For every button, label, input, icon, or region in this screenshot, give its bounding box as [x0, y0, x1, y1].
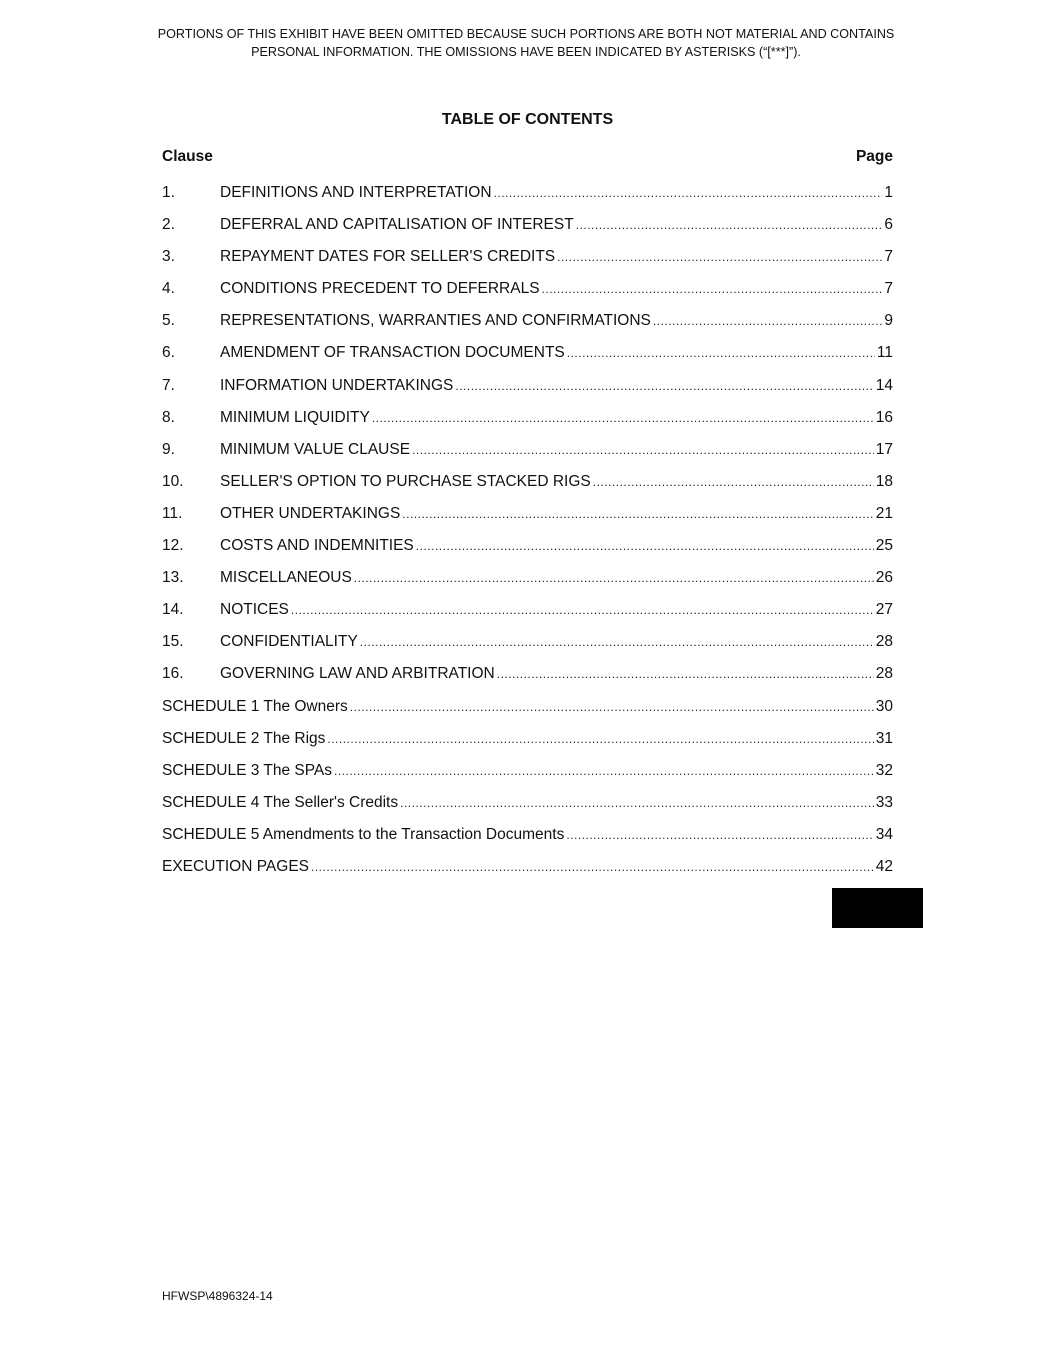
toc-entry-number: 9. — [162, 440, 175, 458]
toc-entry-page: 11 — [876, 344, 893, 362]
toc-entry-label: NOTICES — [220, 601, 289, 619]
toc-entry-page: 14 — [875, 376, 893, 394]
toc-entry-label: REPAYMENT DATES FOR SELLER'S CREDITS — [220, 248, 556, 266]
toc-entry-number: 4. — [162, 280, 175, 298]
dot-leader — [557, 247, 882, 267]
dot-leader — [593, 472, 874, 492]
toc-entry-page: 21 — [875, 504, 893, 522]
toc-entry[interactable] — [162, 472, 893, 504]
toc-entry-label: MISCELLANEOUS — [220, 569, 352, 587]
redaction-block — [832, 888, 923, 928]
toc-entry-page: 28 — [875, 665, 893, 683]
toc-entry-label: MINIMUM LIQUIDITY — [220, 408, 370, 426]
toc-entry-page: 17 — [875, 440, 893, 458]
dot-leader — [372, 408, 874, 428]
toc-entry[interactable] — [162, 408, 893, 440]
toc-entry[interactable] — [162, 761, 893, 793]
toc-entry-number: 1. — [162, 184, 175, 201]
toc-entry[interactable] — [162, 183, 893, 215]
toc-entry[interactable] — [162, 857, 893, 889]
toc-entry-page: 7 — [884, 248, 893, 266]
toc-entry-label: DEFINITIONS AND INTERPRETATION — [220, 184, 492, 201]
toc-entry-page: 16 — [875, 408, 893, 426]
toc-entry-number: 10. — [162, 472, 184, 490]
toc-entry[interactable] — [162, 793, 893, 825]
dot-leader — [455, 376, 873, 396]
toc-entry-label: SCHEDULE 5 Amendments to the Transaction Documents — [162, 825, 565, 843]
toc-entry[interactable] — [162, 697, 893, 729]
dot-leader — [566, 825, 873, 845]
clause-column-header: Clause — [162, 148, 213, 165]
dot-leader — [567, 343, 875, 363]
dot-leader — [402, 504, 873, 524]
dot-leader — [291, 600, 874, 620]
toc-entry[interactable] — [162, 600, 893, 632]
toc-entry[interactable] — [162, 504, 893, 536]
toc-entry-number: 12. — [162, 537, 184, 555]
dot-leader — [400, 793, 874, 813]
toc-entry-label: MINIMUM VALUE CLAUSE — [220, 440, 411, 458]
toc-entry-page: 26 — [875, 569, 893, 587]
dot-leader — [494, 183, 883, 203]
dot-leader — [311, 857, 874, 877]
toc-entry-label: SELLER'S OPTION TO PURCHASE STACKED RIGS — [220, 472, 591, 490]
dot-leader — [354, 568, 874, 588]
toc-entry-page: 25 — [875, 537, 893, 555]
toc-entry-page: 30 — [875, 697, 893, 715]
toc-entry[interactable] — [162, 376, 893, 408]
toc-entry-number: 15. — [162, 633, 184, 651]
dot-leader — [350, 697, 874, 717]
toc-entry-page: 28 — [875, 633, 893, 651]
toc-entry[interactable] — [162, 664, 893, 696]
toc-entry-page: 32 — [875, 761, 893, 779]
toc-entry-label: DEFERRAL AND CAPITALISATION OF INTEREST — [220, 216, 574, 234]
toc-entry-number: 16. — [162, 665, 184, 683]
toc-entry-label: COSTS AND INDEMNITIES — [220, 537, 414, 555]
toc-entry-label: SCHEDULE 4 The Seller's Credits — [162, 793, 399, 811]
toc-entry-number: 5. — [162, 312, 175, 330]
toc-entry-label: SCHEDULE 2 The Rigs — [162, 729, 326, 747]
toc-entry-number: 13. — [162, 569, 184, 587]
toc-title: TABLE OF CONTENTS — [441, 111, 614, 128]
toc-entry[interactable] — [162, 536, 893, 568]
dot-leader — [653, 311, 883, 331]
toc-entry-number: 11. — [162, 504, 183, 522]
toc-entry-page: 27 — [875, 601, 893, 619]
dot-leader — [497, 664, 874, 684]
toc-entry-number: 8. — [162, 408, 175, 426]
toc-entry-page: 31 — [875, 729, 893, 747]
toc-entry[interactable] — [162, 729, 893, 761]
dot-leader — [412, 440, 874, 460]
toc-entry-number: 6. — [162, 344, 175, 362]
toc-entry-number: 14. — [162, 601, 184, 619]
toc-entry-label: OTHER UNDERTAKINGS — [220, 504, 401, 522]
toc-entry[interactable] — [162, 311, 893, 343]
toc-entry[interactable] — [162, 279, 893, 311]
toc-entry[interactable] — [162, 440, 893, 472]
toc-entry[interactable] — [162, 825, 893, 857]
toc-entry-label: CONDITIONS PRECEDENT TO DEFERRALS — [220, 280, 540, 298]
page-column-header: Page — [855, 148, 893, 165]
toc-entry-label: SCHEDULE 1 The Owners — [162, 697, 348, 715]
toc-entry[interactable] — [162, 247, 893, 279]
toc-entry-label: REPRESENTATIONS, WARRANTIES AND CONFIRMATIONS — [220, 312, 651, 330]
toc-entry-label: EXECUTION PAGES — [162, 857, 309, 875]
toc-entry-label: INFORMATION UNDERTAKINGS — [220, 376, 454, 394]
toc-entry-number: 2. — [162, 216, 175, 234]
toc-entry-page: 6 — [884, 216, 893, 234]
dot-leader — [576, 215, 883, 235]
toc-entry-page: 9 — [884, 312, 893, 330]
toc-entry-number: 3. — [162, 248, 175, 266]
toc-entry-page: 18 — [875, 472, 893, 490]
toc-entry-label: CONFIDENTIALITY — [220, 633, 358, 651]
document-reference: HFWSP\4896324-14 — [162, 1289, 273, 1303]
toc-entry-page: 42 — [875, 857, 893, 875]
toc-entry[interactable] — [162, 568, 893, 600]
toc-entry-label: AMENDMENT OF TRANSACTION DOCUMENTS — [220, 344, 565, 362]
toc-entry-number: 7. — [162, 376, 175, 394]
dot-leader — [542, 279, 883, 299]
toc-header — [162, 147, 893, 167]
toc-entry[interactable] — [162, 343, 893, 375]
toc-entry-page: 33 — [875, 793, 893, 811]
dot-leader — [416, 536, 874, 556]
omission-notice: PORTIONS OF THIS EXHIBIT HAVE BEEN OMITTED BECAUSE SUCH PORTIONS ARE BOTH NOT MATERIAL AND CONTAINS PERSONAL INFORMATION. THE OMISSIONS HAVE BEEN INDICATED BY ASTERISKS (“[***]”). — [157, 27, 895, 59]
toc-list — [162, 183, 893, 889]
dot-leader — [327, 729, 873, 749]
toc-entry-label: GOVERNING LAW AND ARBITRATION — [220, 665, 495, 683]
toc-entry-label: SCHEDULE 3 The SPAs — [162, 761, 332, 779]
toc-entry[interactable] — [162, 632, 893, 664]
toc-entry[interactable] — [162, 215, 893, 247]
toc-entry-page: 1 — [884, 184, 893, 201]
toc-entry-page: 34 — [875, 825, 893, 843]
toc-entry-page: 7 — [884, 280, 893, 298]
dot-leader — [360, 632, 874, 652]
dot-leader — [334, 761, 874, 781]
